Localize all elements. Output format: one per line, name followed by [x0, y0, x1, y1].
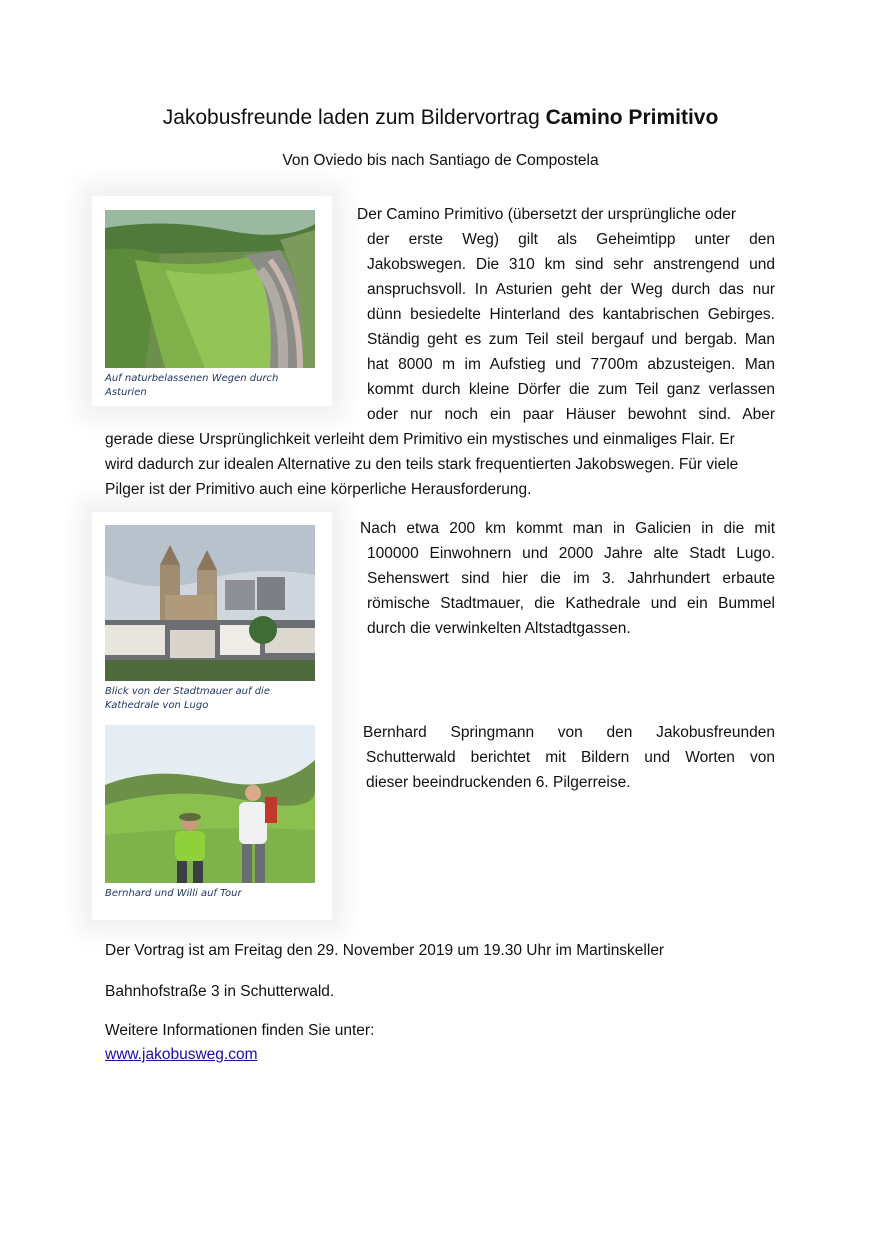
asturien-photo [105, 210, 315, 368]
lugo-photo [105, 525, 315, 681]
section1-line: anspruchsvoll. In Asturien geht der Weg durch das nur [367, 281, 775, 298]
title-bold-text: Camino Primitivo [545, 106, 719, 129]
caption-lugo [105, 685, 317, 713]
section3-line: Bernhard Springmann von den Jakobusfreunden [363, 724, 775, 741]
caption-lugo-line1: Blick von der Stadtmauer auf die [105, 686, 270, 697]
section1-line: der erste Weg) gilt als Geheimtipp unter den [367, 231, 775, 248]
caption-lugo-line2: Kathedrale von Lugo [105, 700, 209, 711]
page-title [0, 106, 881, 130]
figure-pilgrims [105, 725, 317, 901]
section1-line: dünn besiedelte Hinterland des kantabrischen Gebirges. [367, 306, 775, 323]
section2-line: römische Stadtmauer, die Kathedrale und ein Bummel [367, 595, 775, 612]
section2-line: Nach etwa 200 km kommt man in Galicien in die mit [360, 520, 775, 537]
section2-line: 100000 Einwohnern und 2000 Jahre alte Stadt Lugo. [367, 545, 775, 562]
section1-line: hat 8000 m im Aufstieg und 7700m abzusteigen. Man [367, 356, 775, 373]
section1-line: Der Camino Primitivo (übersetzt der ursprüngliche oder [357, 206, 737, 223]
more-info-label: Weitere Informationen finden Sie unter: [105, 1022, 375, 1039]
section1-full-text [105, 427, 785, 502]
pilgrims-photo [105, 725, 315, 883]
section3-line: dieser beeindruckenden 6. Pilgerreise. [366, 774, 631, 791]
section1-line: kommt durch kleine Dörfer die zum Teil ganz verlassen [367, 381, 775, 398]
section2-line: Sehenswert sind hier die im 3. Jahrhundert erbaute [367, 570, 775, 587]
figure-asturien [105, 210, 317, 400]
section3-line: Schutterwald berichtet mit Bildern und Worten von [366, 749, 775, 766]
website-link-row [105, 1042, 805, 1067]
event-address: Bahnhofstraße 3 in Schutterwald. [105, 983, 335, 1000]
section1-side-text [357, 202, 775, 427]
caption-pilgrims: Bernhard und Willi auf Tour [105, 888, 242, 899]
website-link[interactable]: www.jakobusweg.com [105, 1046, 258, 1063]
page-subtitle: Von Oviedo bis nach Santiago de Compostela [282, 152, 599, 169]
title-text: Jakobusfreunde laden zum Bildervortrag [162, 106, 540, 129]
section1-full-line: wird dadurch zur idealen Alternative zu den teils stark frequentierten Jakobswegen. Für viele [105, 456, 739, 473]
caption-asturien: Auf naturbelassenen Wegen durch Asturien [105, 373, 279, 398]
section1-line: Ständig geht es zum Teil steil bergauf und bergab. Man [367, 331, 775, 348]
figure-lugo [105, 525, 317, 713]
section3-text [363, 720, 775, 795]
section1-full-line: Pilger ist der Primitivo auch eine körperliche Herausforderung. [105, 481, 532, 498]
section1-full-line: gerade diese Ursprünglichkeit verleiht dem Primitivo ein mystisches und einmaliges Flair. Er [105, 431, 735, 448]
section2-text [360, 516, 775, 641]
section1-line: oder nur noch ein paar Häuser bewohnt sind. Aber [367, 406, 775, 423]
section2-line: durch die verwinkelten Altstadtgassen. [367, 620, 631, 637]
event-date: Der Vortrag ist am Freitag den 29. November 2019 um 19.30 Uhr im Martinskeller [105, 942, 665, 959]
section1-line: Jakobswegen. Die 310 km sind sehr anstrengend und [367, 256, 775, 273]
